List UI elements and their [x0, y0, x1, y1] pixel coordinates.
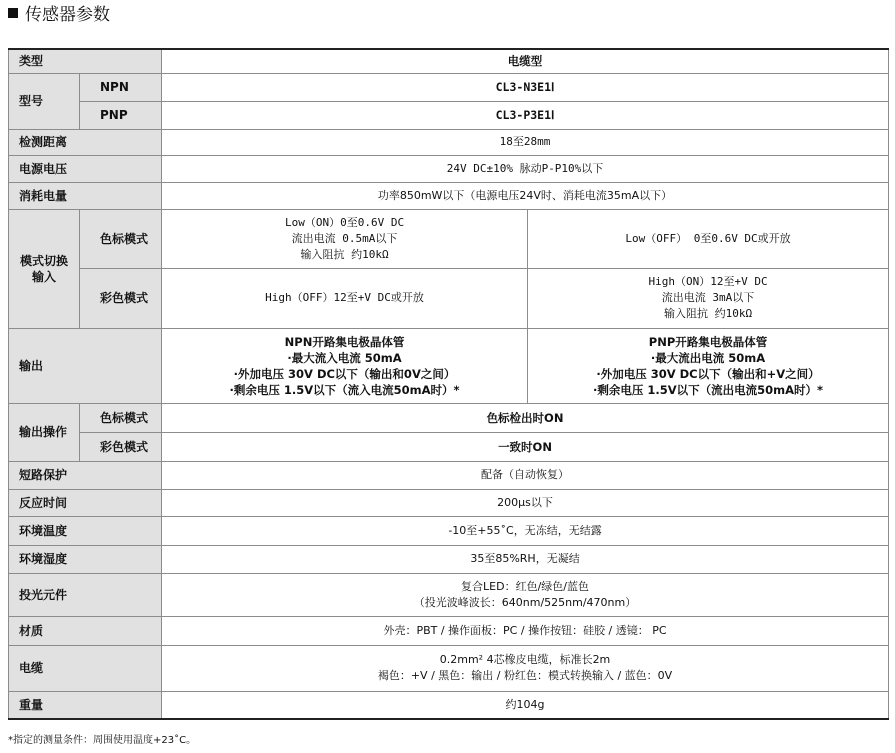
row-label-type: 类型 [9, 49, 162, 73]
cell-line: 流出电流 0.5mA以下 [291, 231, 398, 245]
weight-value: 约104g [162, 691, 889, 719]
cell-line: 输入阻抗 约10kΩ [300, 247, 389, 261]
table-row [9, 691, 889, 719]
table-row [9, 573, 889, 616]
table-row [9, 545, 889, 573]
color-mark-npn-value [162, 209, 528, 268]
row-label-model: 型号 [9, 73, 80, 129]
cell-line: PNP开路集电极晶体管 [648, 334, 768, 349]
row-label-response: 反应时间 [9, 489, 162, 516]
consumption-value: 功率850mW以下（电源电压24V时、消耗电流35mA以下） [162, 182, 889, 209]
table-row [9, 129, 889, 155]
output-pnp-value [528, 328, 889, 403]
cell-line: High（ON）12至+V DC [648, 275, 768, 288]
distance-value: 18至28mm [162, 129, 889, 155]
table-row [9, 73, 889, 101]
cell-line: ·最大流出电流 50mA [650, 350, 766, 365]
table-row [9, 182, 889, 209]
cell-line: ·外加电压 30V DC以下（输出和0V之间） [233, 366, 456, 381]
cell-line: 输入阻抗 约10kΩ [663, 307, 753, 320]
cell-line: ·外加电压 30V DC以下（输出和+V之间） [596, 366, 820, 381]
output-op-color-mode-label: 彩色模式 [80, 432, 162, 461]
cell-line: ·剩余电压 1.5V以下（流入电流50mA时）* [229, 382, 460, 397]
table-row [9, 489, 889, 516]
cell-line: （投光波峰波长：640nm/525nm/470nm） [413, 595, 637, 609]
output-op-color-mark-label: 色标模式 [80, 403, 162, 432]
row-label-temperature: 环境温度 [9, 516, 162, 545]
output-npn-value [162, 328, 528, 403]
table-row [9, 101, 889, 129]
mode-switch-label-line2: 输入 [31, 269, 56, 284]
material-value: 外壳：PBT / 操作面板：PC / 操作按钮：硅胶 / 透镜： PC [162, 616, 889, 645]
color-mode-label: 彩色模式 [80, 268, 162, 328]
row-label-distance: 检测距离 [9, 129, 162, 155]
emitter-value [162, 573, 889, 616]
color-mode-npn-value: High（OFF）12至+V DC或开放 [162, 268, 528, 328]
cell-line: NPN开路集电极晶体管 [284, 334, 405, 349]
output-op-color-mode-value: 一致时ON [162, 432, 889, 461]
output-op-color-mark-value: 色标检出时ON [162, 403, 889, 432]
row-label-humidity: 环境湿度 [9, 545, 162, 573]
table-row [9, 403, 889, 432]
row-label-material: 材质 [9, 616, 162, 645]
page-title [8, 4, 110, 26]
voltage-value: 24V DC±10% 脉动P-P10%以下 [162, 155, 889, 182]
short-circuit-value: 配备（自动恢复） [162, 461, 889, 489]
table-row [9, 616, 889, 645]
table-row [9, 328, 889, 403]
row-label-emitter: 投光元件 [9, 573, 162, 616]
pnp-label: PNP [80, 101, 162, 129]
cell-line: 0.2mm² 4芯橡皮电缆，标准长2m [439, 653, 611, 666]
table-row [9, 645, 889, 691]
mode-switch-label-line1: 模式切换 [19, 253, 68, 268]
row-label-weight: 重量 [9, 691, 162, 719]
table-row [9, 432, 889, 461]
cell-line: ·最大流入电流 50mA [287, 350, 402, 365]
humidity-value: 35至85%RH，无凝结 [162, 545, 889, 573]
row-label-output-operation: 输出操作 [9, 403, 80, 461]
cell-line: 流出电流 3mA以下 [661, 291, 755, 304]
cell-line: ·剩余电压 1.5V以下（流出电流50mA时）* [592, 382, 824, 397]
cell-line: Low（ON）0至0.6V DC [284, 215, 405, 229]
footnote: *指定的测量条件：周围使用温度+23˚C。 [8, 735, 197, 746]
color-mark-pnp-value: Low（OFF） 0至0.6V DC或开放 [528, 209, 889, 268]
row-label-voltage: 电源电压 [9, 155, 162, 182]
pnp-model-value: CL3-P3E1Ⅰ [162, 101, 889, 129]
color-mark-mode-label: 色标模式 [80, 209, 162, 268]
cell-line: 复合LED：红色/绿色/蓝色 [461, 579, 589, 593]
row-label-cable: 电缆 [9, 645, 162, 691]
response-value: 200μs以下 [162, 489, 889, 516]
table-row [9, 49, 889, 73]
table-row [9, 268, 889, 328]
table-row [9, 209, 889, 268]
color-mode-pnp-value [528, 268, 889, 328]
row-label-mode-switch [9, 209, 80, 328]
row-label-short-circuit: 短路保护 [9, 461, 162, 489]
row-label-output: 输出 [9, 328, 162, 403]
spec-table [8, 48, 889, 720]
cell-line: 褐色：+V / 黑色：输出 / 粉红色：模式转换输入 / 蓝色：0V [377, 669, 673, 682]
type-value: 电缆型 [162, 49, 889, 73]
row-label-consumption: 消耗电量 [9, 182, 162, 209]
table-row [9, 461, 889, 489]
cable-value [162, 645, 889, 691]
table-row [9, 155, 889, 182]
square-bullet-icon [8, 8, 18, 18]
npn-label: NPN [80, 73, 162, 101]
table-row [9, 516, 889, 545]
temperature-value: -10至+55˚C，无冻结，无结露 [162, 516, 889, 545]
npn-model-value: CL3-N3E1Ⅰ [162, 73, 889, 101]
page-title-text: 传感器参数 [25, 5, 110, 25]
